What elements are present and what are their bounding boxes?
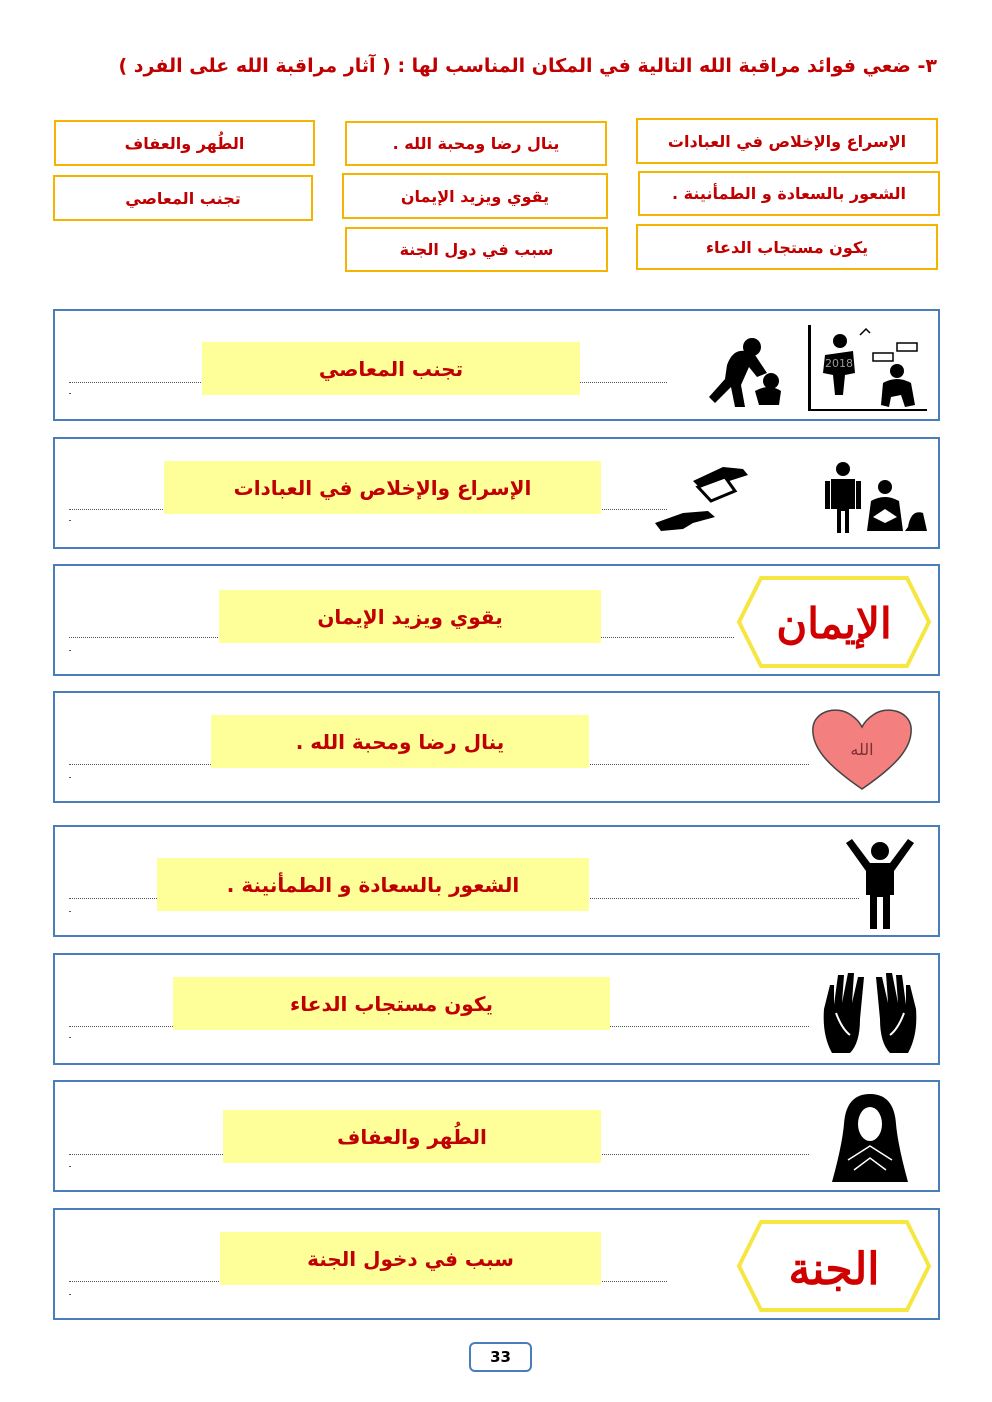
iman-label: الإيمان: [776, 599, 892, 648]
answer-box[interactable]: الطُهر والعفاف: [223, 1110, 601, 1163]
svg-text:2018: 2018: [825, 357, 853, 370]
word-bank-item[interactable]: ينال رضا ومحبة الله .: [345, 121, 607, 166]
dua-hands-icon: [820, 969, 920, 1055]
line-tick: [69, 777, 71, 778]
heart-label: الله: [850, 740, 874, 759]
word-bank-item[interactable]: الإسراع والإخلاص في العبادات: [636, 118, 938, 164]
line-tick: [69, 520, 71, 521]
answer-box[interactable]: الشعور بالسعادة و الطمأنينة .: [157, 858, 589, 911]
page-number: 33: [469, 1342, 532, 1372]
iman-hexagon-icon: [735, 576, 933, 668]
answer-row: [53, 825, 940, 937]
answer-row: [53, 1080, 940, 1192]
line-tick: [69, 1037, 71, 1038]
hijab-woman-icon: [830, 1090, 910, 1186]
word-bank-item[interactable]: الطُهر والعفاف: [54, 120, 315, 166]
word-bank-item[interactable]: سبب في دول الجنة: [345, 227, 608, 272]
line-tick: [69, 1166, 71, 1167]
answer-row: [53, 953, 940, 1065]
answer-row: [53, 691, 940, 803]
heart-allah-icon: [807, 703, 917, 793]
jannah-hexagon-icon: [735, 1220, 933, 1312]
word-bank-item[interactable]: تجنب المعاصي: [53, 175, 313, 221]
jannah-label: الجنة: [788, 1244, 880, 1295]
line-tick: [69, 650, 71, 651]
word-bank-item[interactable]: الشعور بالسعادة و الطمأنينة .: [638, 171, 940, 216]
answer-row: [53, 309, 940, 421]
answer-row: [53, 437, 940, 549]
answer-box[interactable]: ينال رضا ومحبة الله .: [211, 715, 589, 768]
line-tick: [69, 911, 71, 912]
exercise-title: ٣- ضعي فوائد مراقبة الله التالية في المكان المناسب لها : ( آثار مراقبة الله على الفرد ): [118, 55, 937, 77]
worship-charity-icon: [653, 457, 928, 535]
answer-row: [53, 564, 940, 676]
joyful-person-icon: [840, 835, 920, 931]
line-tick: [69, 393, 71, 394]
answer-row: [53, 1208, 940, 1320]
avoid-sins-icon: [705, 325, 930, 411]
word-bank-item[interactable]: يقوي ويزيد الإيمان: [342, 173, 608, 219]
answer-box[interactable]: تجنب المعاصي: [202, 342, 580, 395]
answer-box[interactable]: يكون مستجاب الدعاء: [173, 977, 610, 1030]
line-tick: [69, 1294, 71, 1295]
word-bank-item[interactable]: يكون مستجاب الدعاء: [636, 224, 938, 270]
answer-box[interactable]: يقوي ويزيد الإيمان: [219, 590, 601, 643]
answer-box[interactable]: الإسراع والإخلاص في العبادات: [164, 461, 601, 514]
answer-box[interactable]: سبب في دخول الجنة: [220, 1232, 601, 1285]
